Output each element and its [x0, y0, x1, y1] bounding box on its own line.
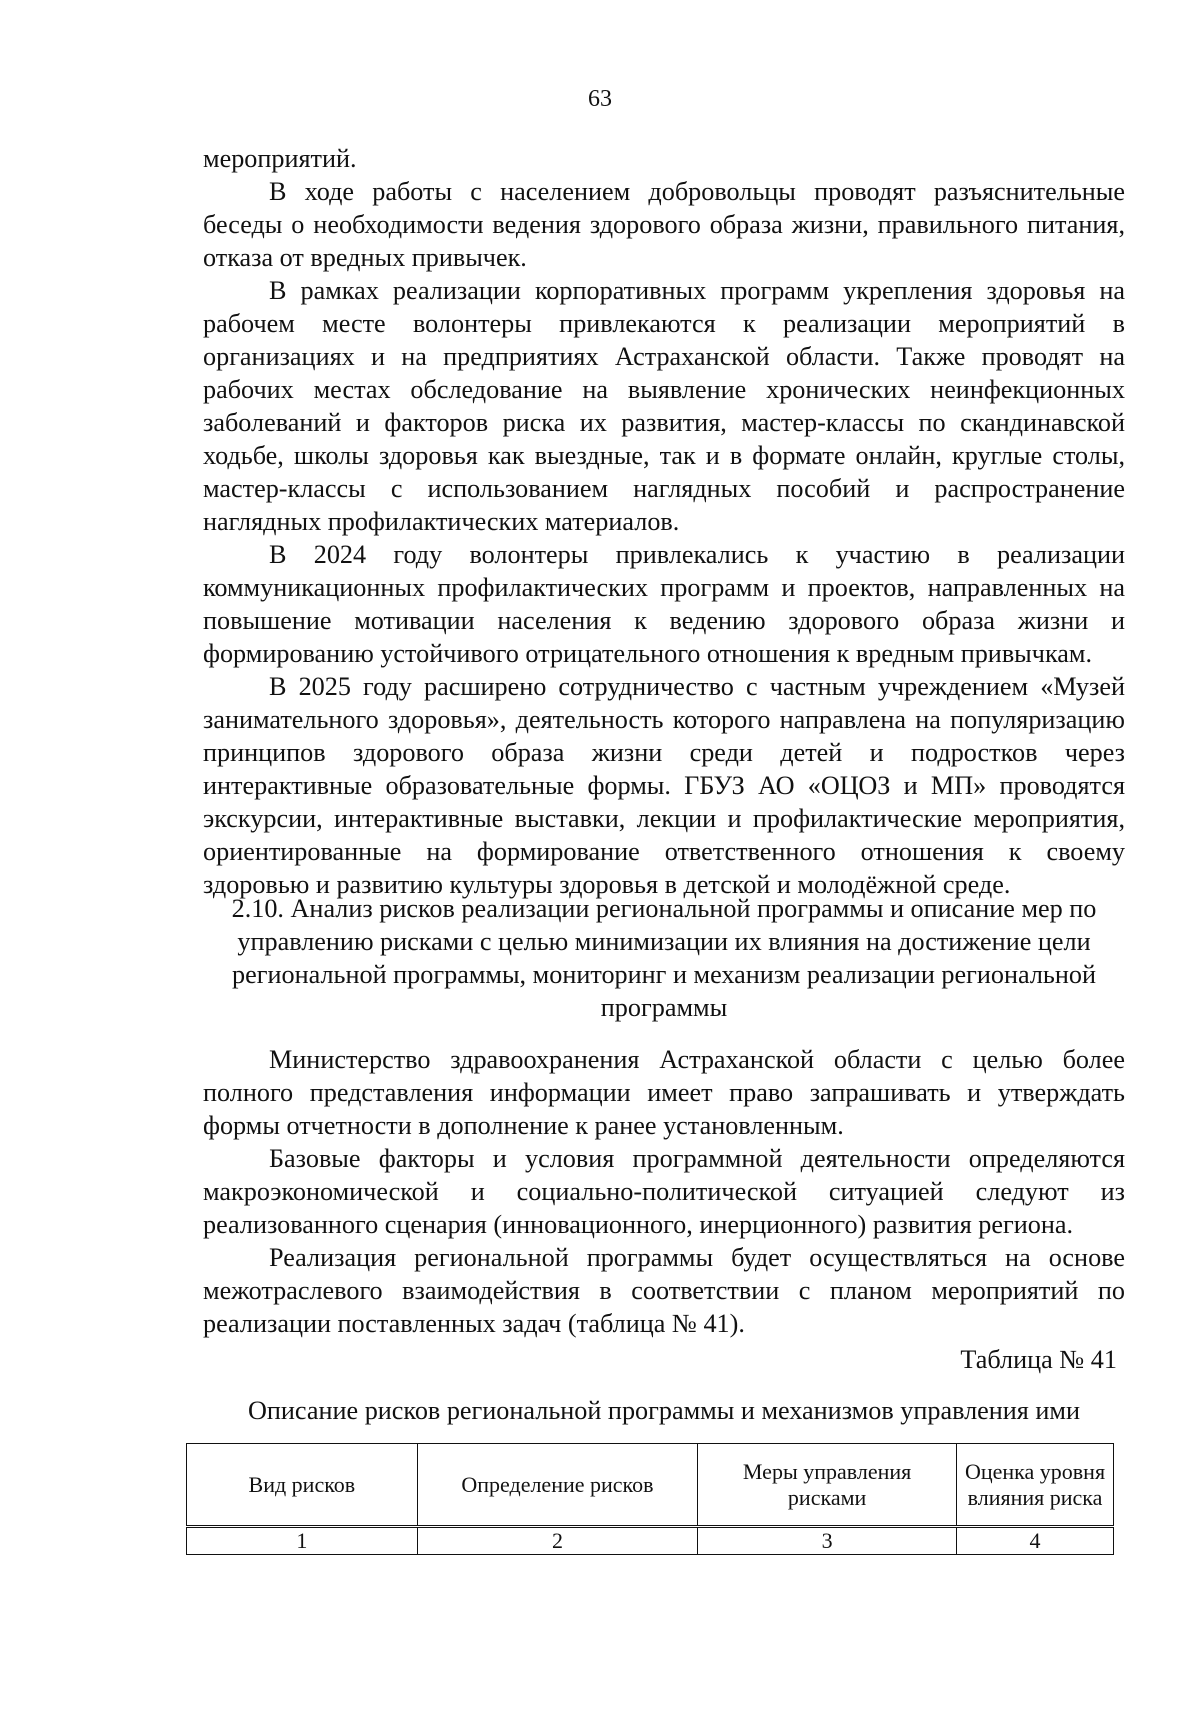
- table-header-row: [187, 1444, 1114, 1527]
- section-heading: 2.10. Анализ рисков реализации региональной программы и описание мер по управлению рисками с целью минимизации их влияния на достижение цели региональной программы, мониторинг и механизм реализации региональной программы: [231, 894, 1097, 1022]
- header-cell-risk-measures: Меры управления рисками: [698, 1444, 957, 1527]
- table-number-label: Таблица № 41: [960, 1345, 1117, 1374]
- paragraph: В 2025 году расширено сотрудничество с частным учреждением «Музей занимательного здоровья», деятельность которого направлена на популяризацию принципов здорового образа жизни среди детей и подростков через интерактивные образовательные формы. ГБУЗ АО «ОЦОЗ и МП» проводятся экскурсии, интерактивные выставки, лекции и профилактические мероприятия, ориентированные на формирование ответственного отношения к своему здоровью и развитию культуры здоровья в детской и молодёжной среде.: [203, 672, 1125, 899]
- header-cell-risk-impact: Оценка уровня влияния риска: [957, 1444, 1114, 1527]
- table-title: Описание рисков региональной программы и механизмов управления ими: [247, 1396, 1080, 1425]
- paragraph: Министерство здравоохранения Астраханской области с целью более полного представления информации имеет право запрашивать и утверждать формы отчетности в дополнение к ранее установленным.: [203, 1045, 1125, 1140]
- risk-table: [186, 1443, 1114, 1555]
- table-cell: 4: [957, 1527, 1114, 1555]
- paragraph: В ходе работы с населением добровольцы проводят разъяснительные беседы о необходимости ведения здорового образа жизни, правильного питания, отказа от вредных привычек.: [203, 177, 1125, 272]
- paragraph: В 2024 году волонтеры привлекались к участию в реализации коммуникационных профилактических программ и проектов, направленных на повышение мотивации населения к ведению здорового образа жизни и формированию устойчивого отрицательного отношения к вредным привычкам.: [203, 540, 1125, 668]
- body-text-bottom: [203, 1043, 1125, 1340]
- table-cell: 1: [187, 1527, 418, 1555]
- body-text-top: [203, 142, 1125, 901]
- table-cell: 3: [698, 1527, 957, 1555]
- page-number: 63: [588, 86, 612, 112]
- paragraph: Базовые факторы и условия программной деятельности определяются макроэкономической и социально-политической ситуацией следуют из реализованного сценария (инновационного, инерционного) развития региона.: [203, 1144, 1125, 1239]
- paragraph: Реализация региональной программы будет осуществляться на основе межотраслевого взаимодействия в соответствии с планом мероприятий по реализации поставленных задач (таблица № 41).: [203, 1243, 1125, 1338]
- paragraph: мероприятий.: [203, 144, 357, 173]
- table-numbering-row: [187, 1527, 1114, 1555]
- paragraph: В рамках реализации корпоративных программ укрепления здоровья на рабочем месте волонтеры привлекаются к реализации мероприятий в организациях и на предприятиях Астраханской области. Также проводят на рабочих местах обследование на выявление хронических неинфекционных заболеваний и факторов риска их развития, мастер-классы по скандинавской ходьбе, школы здоровья как выездные, так и в формате онлайн, круглые столы, мастер-классы с использованием наглядных пособий и распространение наглядных профилактических материалов.: [203, 276, 1125, 536]
- header-cell-risk-type: Вид рисков: [187, 1444, 418, 1527]
- header-cell-risk-definition: Определение рисков: [417, 1444, 697, 1527]
- table-cell: 2: [417, 1527, 697, 1555]
